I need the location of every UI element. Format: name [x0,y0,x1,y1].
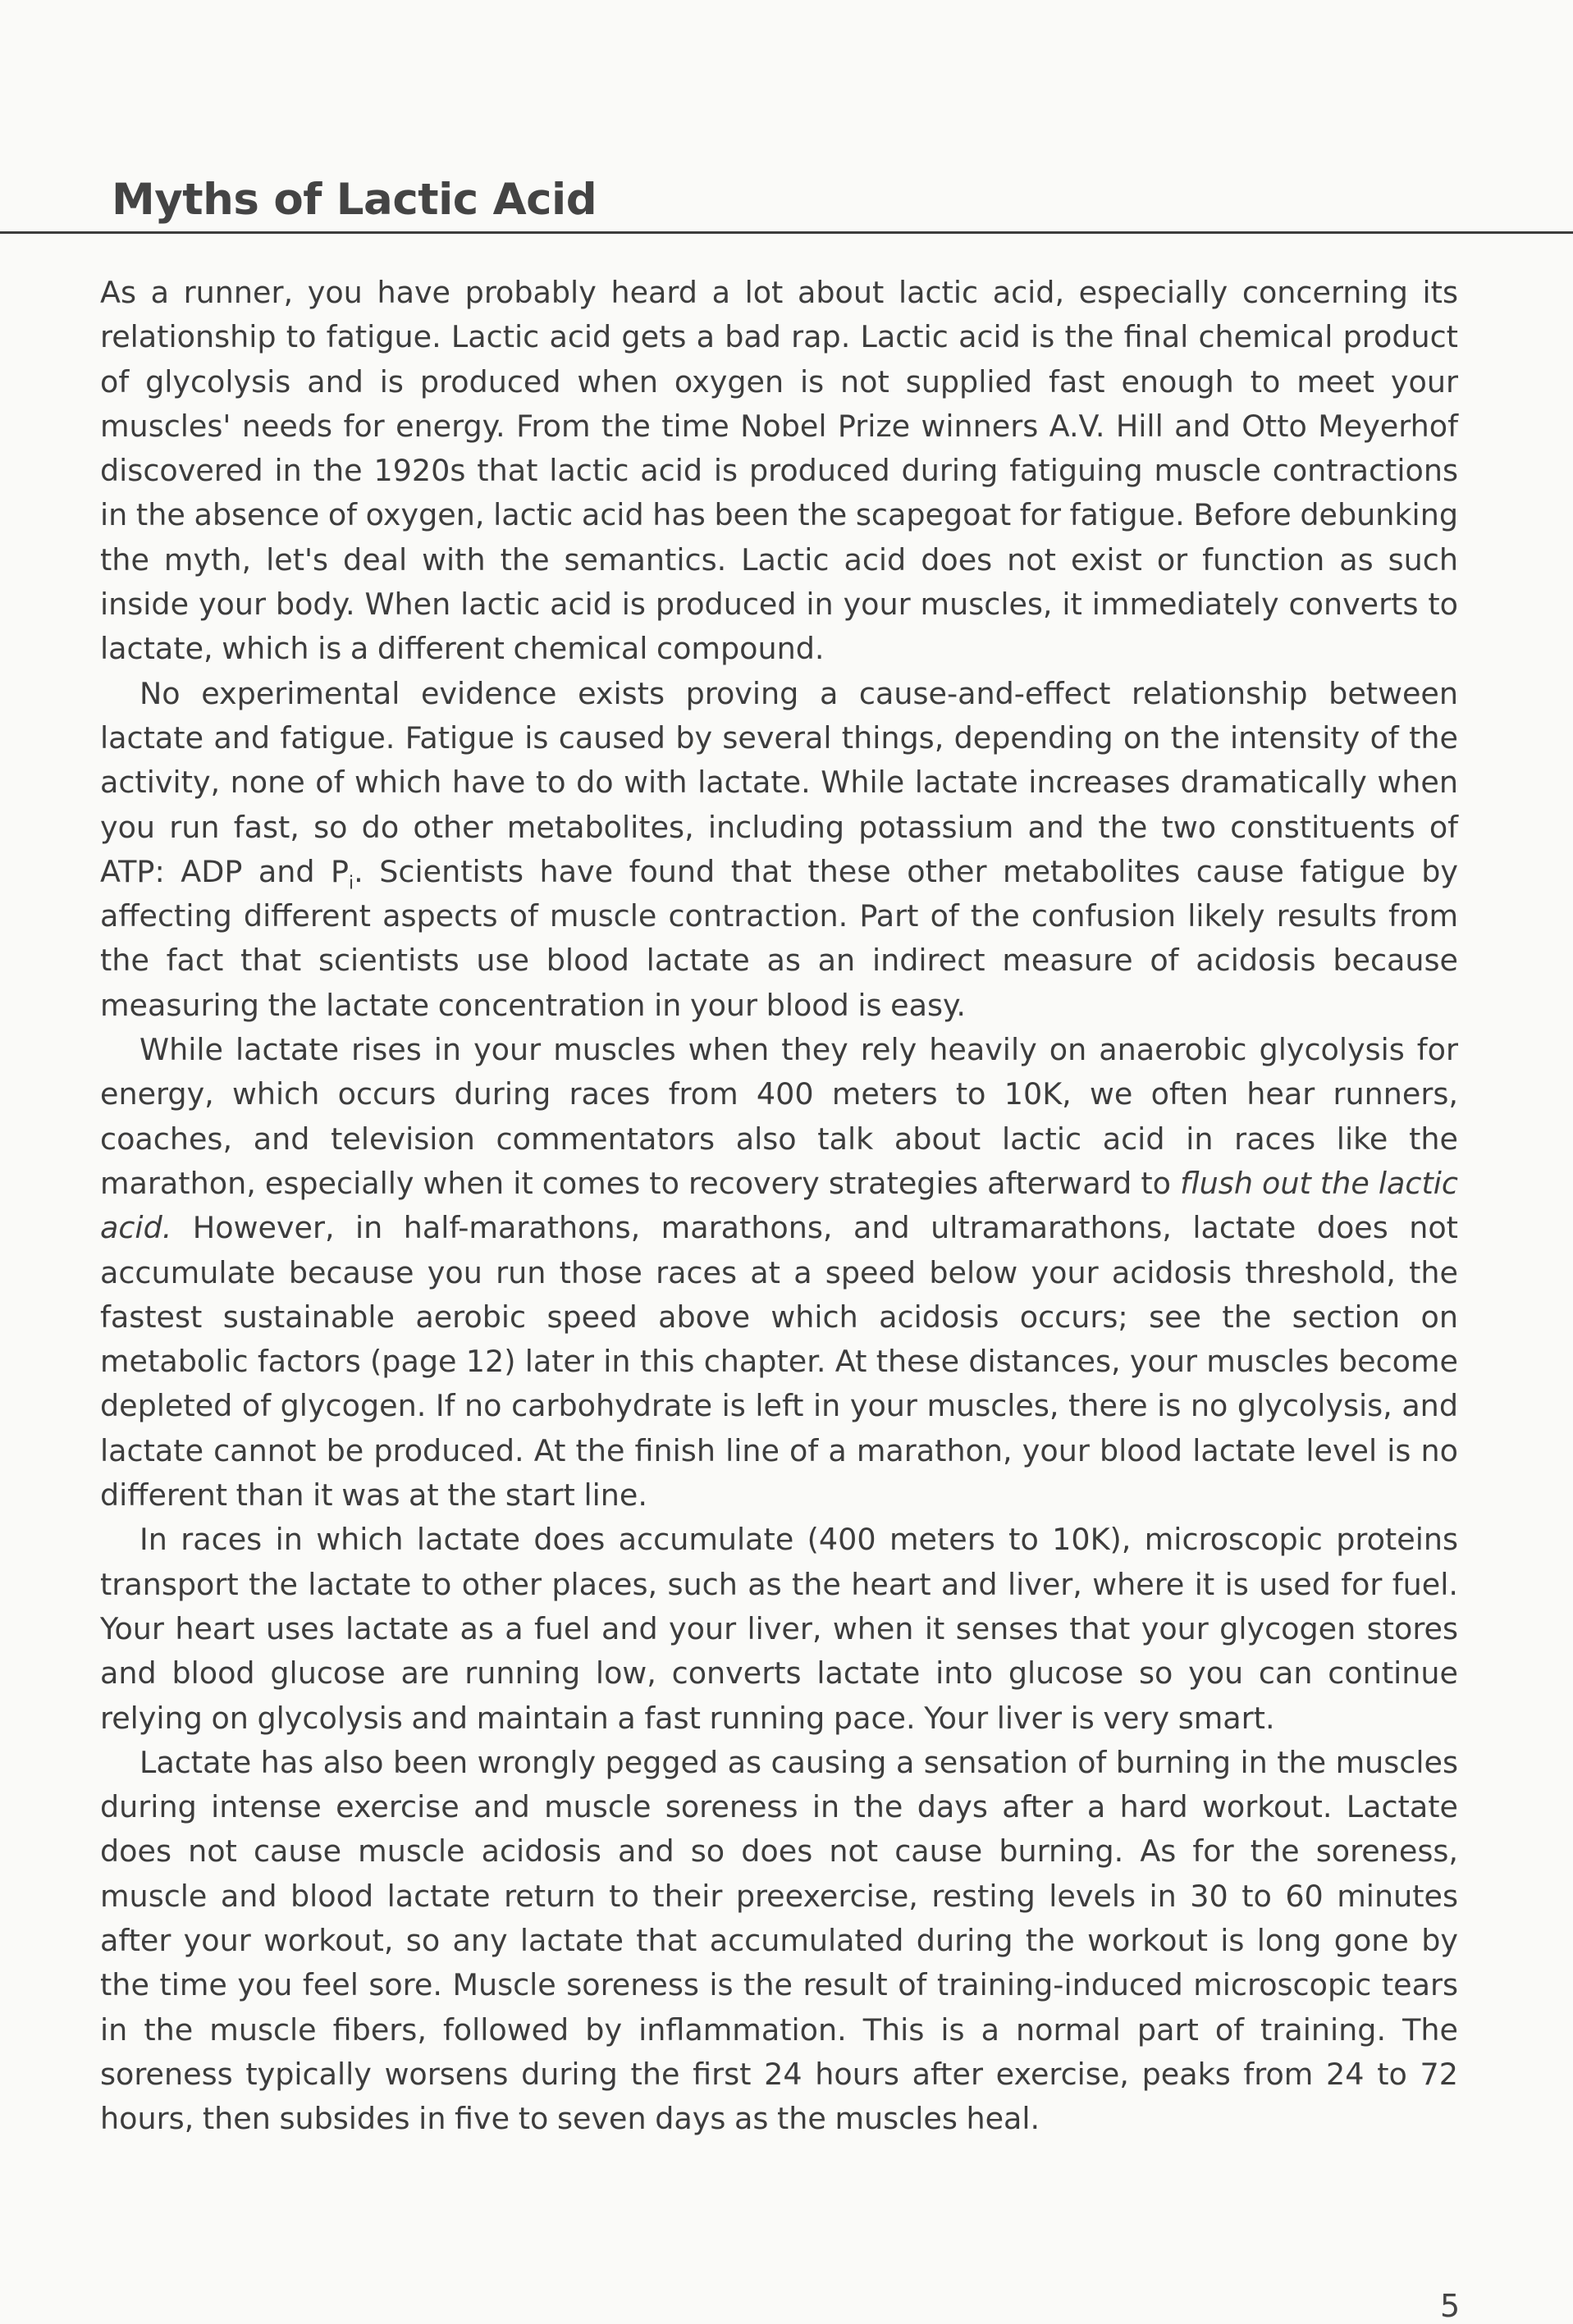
paragraph-2 [100,672,1458,1028]
paragraph-3-part-1: While lactate rises in your muscles when they rely heavily on anaerobic glycolysis for energy, which occurs during races from 400 meters to 10K, we often hear runners, coaches, and television commentators also talk about lactic acid in races like the marathon, especially when it comes to recovery strategies afterward to [100,1032,1458,1201]
heading-rule [0,231,1573,234]
paragraph-4: In races in which lactate does accumulate (400 meters to 10K), microscopic proteins transport the lactate to other places, such as the heart and liver, where it is used for fuel. Your heart uses lactate as a fuel and your liver, when it senses that your glycogen stores and blood glucose are running low, converts lactate into glucose so you can continue relying on glycolysis and maintain a fast running pace. Your liver is very smart. [100,1522,1458,1736]
section-heading: Myths of Lactic Acid [112,175,597,225]
paragraph-2-part-1: No experimental evidence exists proving a cause-and-effect relationship between lactate and fatigue. Fatigue is caused by several things, depending on the intensity of the activity, none of which have to do with lactate. While lactate increases dramatically when you run fast, so do other metabolites, including potassium and the two constituents of ATP: ADP and P [100,675,1458,889]
paragraph-3 [100,1028,1458,1518]
paragraph-1: As a runner, you have probably heard a lot about lactic acid, especially concerning its relationship to fatigue. Lactic acid gets a bad rap. Lactic acid is the final chemical product of glycolysis and is produced when oxygen is not supplied fast enough to meet your muscles' needs for energy. From the time Nobel Prize winners A.V. Hill and Otto Meyerhof discovered in the 1920s that lactic acid is produced during fatiguing muscle contractions in the absence of oxygen, lactic acid has been the scapegoat for fatigue. Before debunking the myth, let's deal with the semantics. Lactic acid does not exist or function as such inside your body. When lactic acid is produced in your muscles, it immediately converts to lactate, which is a different chemical compound. [100,275,1458,667]
subscript-i: i [349,873,354,894]
paragraph-3-part-2: However, in half-marathons, marathons, and ultramarathons, lactate does not accumulate because you run those races at a speed below your acidosis threshold, the fastest sustainable aerobic speed above which acidosis occurs; see the section on metabolic factors (page 12) later in this chapter. At these distances, your muscles become depleted of glycogen. If no carbohydrate is left in your muscles, there is no glycolysis, and lactate cannot be produced. At the finish line of a marathon, your blood lactate level is no different than it was at the start line. [100,1210,1458,1514]
page-number: 5 [1440,2288,1461,2324]
paragraph-3-emphasis: flush out the lactic acid. [100,1165,1458,1246]
paragraph-2-part-2: . Scientists have found that these other metabolites cause fatigue by affecting different aspects of muscle contraction. Part of the confusion likely results from the fact that scientists use blood lactate as an indirect measure of acidosis because measuring the lactate concentration in your blood is easy. [100,853,1459,1023]
paragraph-5: Lactate has also been wrongly pegged as causing a sensation of burning in the muscles during intense exercise and muscle soreness in the days after a hard workout. Lactate does not cause muscle acidosis and so does not cause burning. As for the soreness, muscle and blood lactate return to their preexercise, resting levels in 30 to 60 minutes after your workout, so any lactate that accumulated during the workout is long gone by the time you feel sore. Muscle soreness is the result of training-induced microscopic tears in the muscle fibers, followed by inflammation. This is a normal part of training. The soreness typically worsens during the first 24 hours after exercise, peaks from 24 to 72 hours, then subsides in five to seven days as the muscles heal. [100,1744,1458,2137]
body-text [100,271,1458,2141]
